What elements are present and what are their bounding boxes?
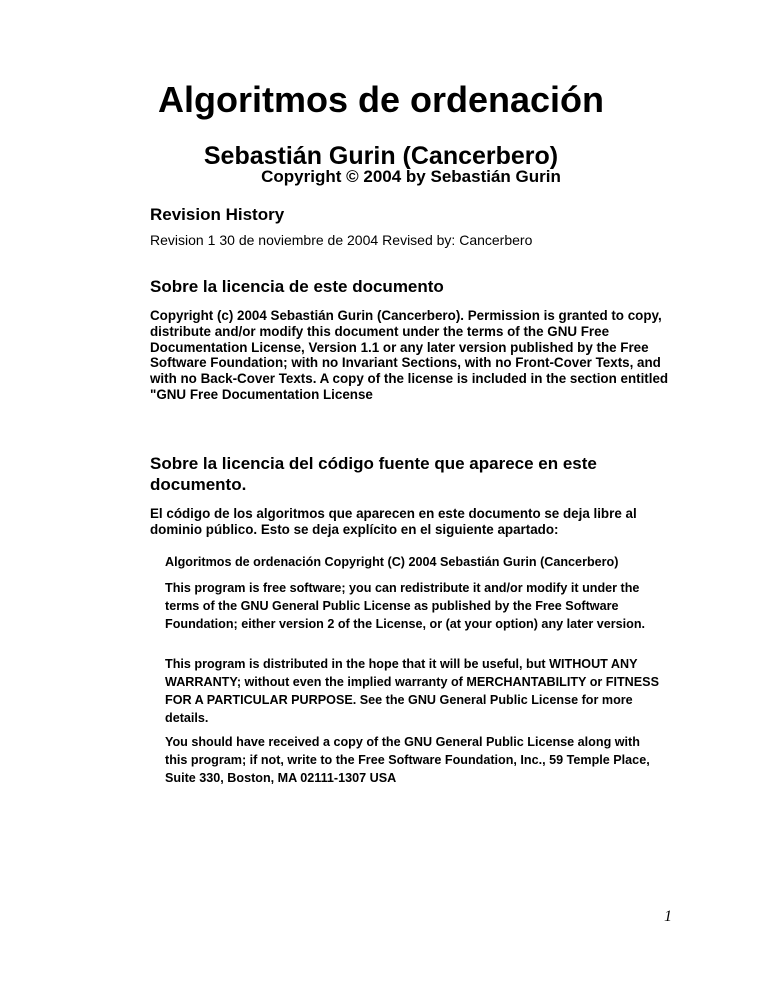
page-number: 1: [664, 908, 672, 925]
document-title: Algoritmos de ordenación: [157, 79, 605, 120]
revision-entry: [150, 231, 536, 249]
license-section-text: Copyright (c) 2004 Sebastián Gurin (Cancerbero). Permission is granted to copy, distribute and/or modify this document under the terms of the GNU Free Documentation License, Version 1.1 or any later version published by the Free Software Foundation; with no Invariant Sections, with no Front-Cover Texts, and with no Back-Cover Texts. A copy of the license is included in the section entitled "GNU Free Documentation License: [150, 308, 669, 402]
license-section-heading: Sobre la licencia de este documento: [150, 277, 444, 296]
revision-history-heading: Revision History: [150, 205, 285, 224]
document-author: Sebastián Gurin (Cancerbero): [203, 142, 559, 170]
quoted-warranty-paragraph: This program is distributed in the hope that it will be useful, but WITHOUT ANY WARRANTY; without even the implied warranty of MERCHANTABILITY or FITNESS FOR A PARTICULAR PURPOSE. See the GNU General Public License for more details.: [165, 657, 659, 725]
revision-author: Revised by: Cancerbero: [382, 232, 533, 248]
quoted-copyright-paragraph: Algoritmos de ordenación Copyright (C) 2004 Sebastián Gurin (Cancerbero): [165, 555, 619, 569]
quoted-free-software-paragraph: This program is free software; you can redistribute it and/or modify it under the terms of the GNU General Public License as published by the Free Software Foundation; either version 2 of the License, or (at your option) any later version.: [165, 581, 646, 631]
revision-date: 30 de noviembre de 2004: [219, 232, 379, 248]
quoted-license-copy-paragraph: You should have received a copy of the GNU General Public License along with this program; if not, write to the Free Software Foundation, Inc., 59 Temple Place, Suite 330, Boston, MA 02111-1307 USA: [165, 735, 650, 785]
revision-number: Revision 1: [150, 232, 216, 248]
code-license-section-heading: Sobre la licencia del código fuente que aparece en este documento.: [150, 454, 597, 494]
copyright-line: Copyright © 2004 by Sebastián Gurin: [261, 167, 561, 186]
code-license-intro: El código de los algoritmos que aparecen en este documento se deja libre al dominio público. Esto se deja explícito en el siguiente apartado:: [150, 506, 637, 537]
